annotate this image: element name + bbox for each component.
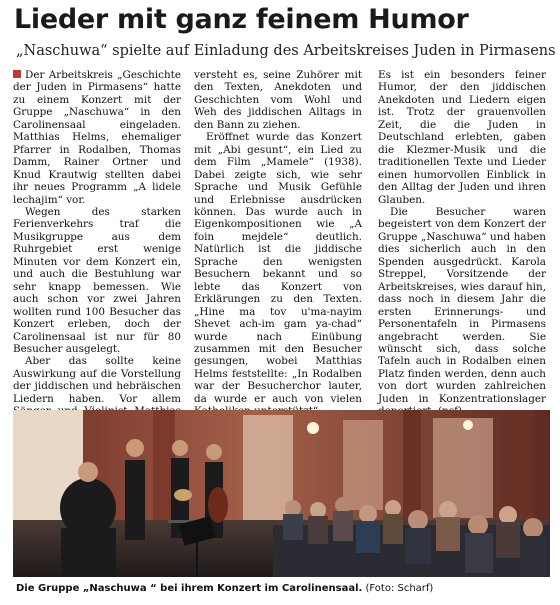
headline: Lieder mit ganz feinem Humor [14, 4, 469, 35]
paragraph: versteht es, seine Zuhörer mit den Texten, Anekdoten und Geschichten vom Wohl und Weh des jiddischen Alltags in den Bann zu ziehen. [194, 69, 362, 131]
paragraph: Wegen des starken Ferienverkehrs traf die Musikgruppe aus dem Ruhrgebiet erst wenige Minuten vor dem Konzert ein, und auch die Bestuhlung war sehr knapp bemessen. Wie auch schon vor zwei Jahren wollten rund 100 Besucher das Konzert erleben, doch der Carolinensaal ist nur für 80 Besucher ausgelegt. [13, 205, 181, 355]
subheadline: „Naschuwa“ spielte auf Einladung des Arbeitskreises Juden in Pirmasens [16, 43, 556, 59]
caption-text: Die Gruppe „Naschuwa “ bei ihrem Konzert im Carolinensaal. [16, 583, 363, 594]
paragraph: Der Arbeitskreis „Geschichte der Juden in Pirmasens“ hatte zu einem Konzert mit der Gruppe „Naschuwa“ in den Carolinensaal eingeladen. Matthias Helms, ehemaliger Pfarrer in Rodalben, Thomas Damm, Rainer Ortner und Knud Krautwig stellten dabei ihr neues Programm „A lidele lechajim“ vor. [13, 69, 181, 206]
paragraph: Aber das sollte keine Auswirkung auf die Vorstellung der jiddischen und hebräischen Liedern haben. Vor allem [13, 355, 181, 405]
paragraph: Die Besucher waren begeistert von dem Konzert der Gruppe „Naschuwa“ und haben dies sicherlich auch in den Spenden ausgedrückt. Karola Streppel, Vorsitzende der Arbeitskreises, wies darauf hin, dass noch in diesem Jahr die ersten Erinnerungs- und Personentafeln in Pirmasens angebracht werden. Sie wünscht sich, dass solche Tafeln auch in Rodalben einen Platz finden werden, denn auch von dort wurden zahlreichen Juden in Konzentrationslager [378, 205, 546, 405]
concert-photo [13, 410, 550, 577]
section-marker-icon [13, 70, 21, 78]
article-column-1 [13, 69, 181, 430]
article-column-3 [378, 69, 546, 418]
photo-caption [16, 582, 556, 595]
photo-credit: (Foto: Scharf) [362, 583, 434, 594]
paragraph: Es ist ein besonders feiner Humor, der den jiddischen Anekdoten und Liedern eigen ist. Trotz der grauenvollen Zeit, die die Juden in Deutschland erlebten, gaben die Klezmer-Musik und die traditionellen Texte und Lieder einen humorvollen Einblick in den Alltag der Juden und ihren Glauben. [378, 69, 546, 206]
paragraph: Eröffnet wurde das Konzert mit „Abi gesunt“, ein Lied zu dem Film „Mamele“ (1938). Dabei zeigte sich, wie sehr Sprache und Musik Gefühle und Erlebnisse ausdrücken können. Das wurde auch in Eigenkompositionen wie „A foin mejdele“ deutlich. Natürlich ist die jiddische Sprache den wenigsten Besuchern bekannt und so lebte das Konzert von Erklärungen zu den Texten. „Hine ma tov u'ma-nayim Shevet ach-im gam ya-chad“ wurde nach Einübung zusammen mit den Besucher gesungen, wobei Matthias Helms feststellte: „In Rodalben war der Besucherchor lauter, da wurde er auch von vielen [194, 131, 362, 405]
article-column-2 [194, 69, 362, 418]
